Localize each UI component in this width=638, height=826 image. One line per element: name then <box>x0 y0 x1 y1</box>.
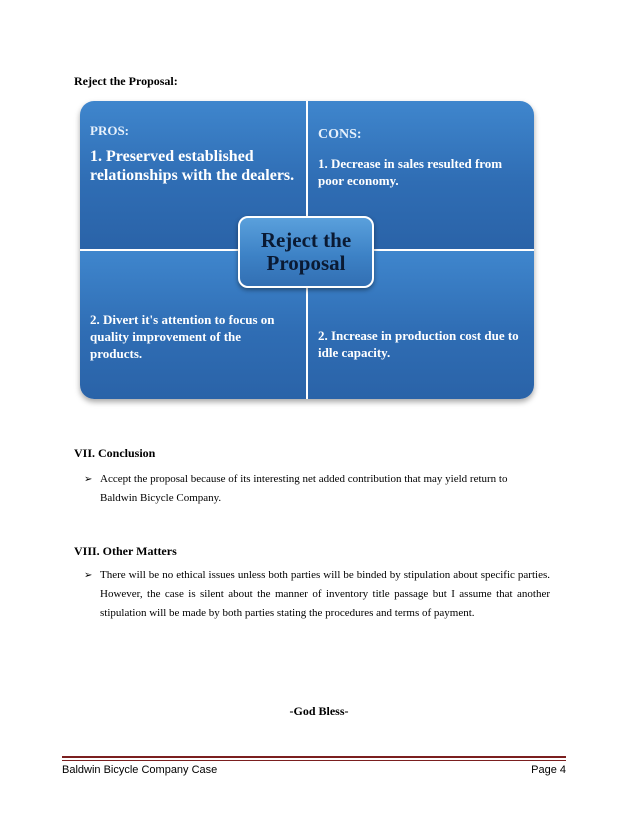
pros-label: PROS: <box>90 123 129 138</box>
bullet-arrow-icon: ➢ <box>84 570 93 581</box>
matrix-center-label <box>238 216 374 288</box>
bullet-arrow-icon: ➢ <box>84 474 93 485</box>
footer-rule-thick <box>62 756 566 758</box>
footer-rule-thin <box>62 760 566 761</box>
conclusion-heading: VII. Conclusion <box>74 446 156 460</box>
conclusion-bullet <box>84 470 534 508</box>
other-matters-bullet <box>84 566 550 623</box>
center-label-line-1: Reject the <box>260 228 352 252</box>
footer-title: Baldwin Bicycle Company Case <box>62 764 218 776</box>
pro-item-2: 2. Divert it's attention to focus on quality improvement of the products. <box>90 312 275 361</box>
conclusion-text: Accept the proposal because of its interesting net added contribution that may yield return to Baldwin Bicycle Company. <box>100 473 508 504</box>
pro-item-1: 1. Preserved established relationships with the dealers. <box>90 148 295 184</box>
reject-proposal-heading: Reject the Proposal: <box>74 74 178 88</box>
other-matters-heading: VIII. Other Matters <box>74 544 177 558</box>
center-label-line-2: Proposal <box>266 251 346 275</box>
con-item-2: 2. Increase in production cost due to idle capacity. <box>318 328 519 360</box>
closing-line: -God Bless- <box>289 704 349 718</box>
con-item-1: 1. Decrease in sales resulted from poor economy. <box>318 156 503 188</box>
other-matters-text: There will be no ethical issues unless both parties will be binded by stipulation about specific parties. However, the case is silent about the manner of inventory title passage but I assume that another stipulation will be made by both parties stating the procedures and terms of payment. <box>100 569 550 619</box>
cons-label: CONS: <box>318 127 362 142</box>
page-number: Page 4 <box>531 764 566 776</box>
